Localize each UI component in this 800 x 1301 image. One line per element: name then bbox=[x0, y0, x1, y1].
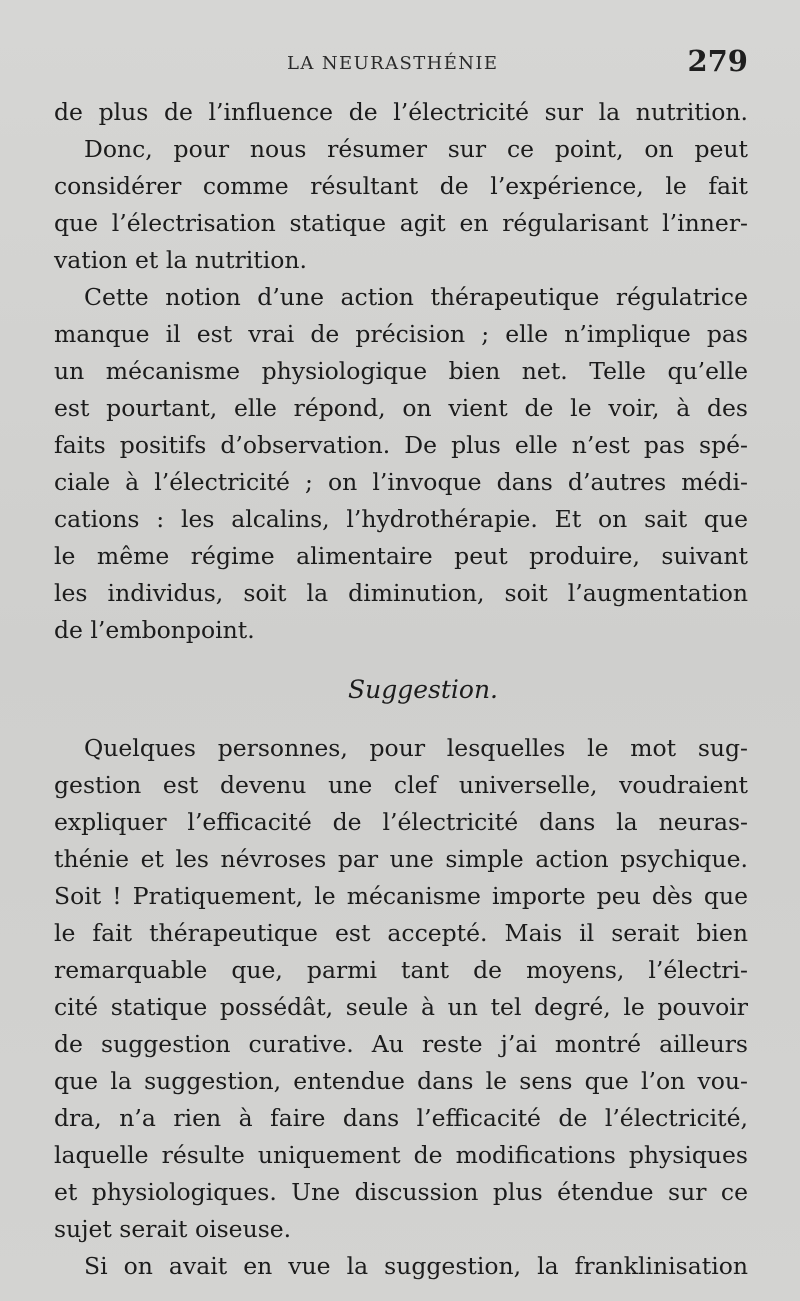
text-line: le fait thérapeutique est accepté. Mais il serait bien bbox=[54, 919, 748, 947]
body-text bbox=[54, 94, 748, 1285]
text-line: de plus de l’influence de l’électricité sur la nutrition. bbox=[54, 98, 748, 126]
text-line: que l’électrisation statique agit en régularisant l’inner- bbox=[54, 209, 748, 237]
paragraph-franklinisation bbox=[54, 1248, 748, 1285]
text-line: les individus, soit la diminution, soit l’augmentation bbox=[54, 579, 748, 607]
text-line: et physiologiques. Une discussion plus étendue sur ce bbox=[54, 1178, 748, 1206]
page-header bbox=[50, 44, 748, 84]
text-line: considérer comme résultant de l’expérience, le fait bbox=[54, 172, 748, 200]
text-line: de suggestion curative. Au reste j’ai montré ailleurs bbox=[54, 1030, 748, 1058]
text-line: thénie et les névroses par une simple action psychique. bbox=[54, 845, 748, 873]
text-line: est pourtant, elle répond, on vient de le voir, à des bbox=[54, 394, 748, 422]
text-line: cité statique possédât, seule à un tel degré, le pouvoir bbox=[54, 993, 748, 1021]
text-line: faits positifs d’observation. De plus elle n’est pas spé- bbox=[54, 431, 748, 459]
text-line: un mécanisme physiologique bien net. Telle qu’elle bbox=[54, 357, 748, 385]
paragraph-continuation bbox=[54, 94, 748, 131]
text-line: Cette notion d’une action thérapeutique régulatrice bbox=[84, 283, 748, 311]
section-heading: Suggestion. bbox=[348, 675, 498, 704]
text-line: Quelques personnes, pour lesquelles le mot sug- bbox=[84, 734, 748, 762]
text-line: remarquable que, parmi tant de moyens, l’électri- bbox=[54, 956, 748, 984]
text-line: cations : les alcalins, l’hydrothérapie. Et on sait que bbox=[54, 505, 748, 533]
text-line: gestion est devenu une clef universelle, voudraient bbox=[54, 771, 748, 799]
text-line: Si on avait en vue la suggestion, la franklinisation bbox=[84, 1252, 748, 1280]
text-line: dra, n’a rien à faire dans l’efficacité de l’électricité, bbox=[54, 1104, 748, 1132]
text-line: ciale à l’électricité ; on l’invoque dans d’autres médi- bbox=[54, 468, 748, 496]
text-line: sujet serait oiseuse. bbox=[54, 1215, 292, 1243]
text-line: vation et la nutrition. bbox=[54, 246, 307, 274]
text-line: le même régime alimentaire peut produire, suivant bbox=[54, 542, 748, 570]
text-line: manque il est vrai de précision ; elle n’implique pas bbox=[54, 320, 748, 348]
text-line: de l’embonpoint. bbox=[54, 616, 255, 644]
paragraph-summary bbox=[54, 131, 748, 279]
text-line: laquelle résulte uniquement de modifications physiques bbox=[54, 1141, 748, 1169]
paragraph-suggestion bbox=[54, 730, 748, 1248]
text-line: expliquer l’efficacité de l’électricité dans la neuras- bbox=[54, 808, 748, 836]
text-line: que la suggestion, entendue dans le sens que l’on vou- bbox=[54, 1067, 748, 1095]
page-number: 279 bbox=[687, 44, 748, 78]
paragraph-notion bbox=[54, 279, 748, 649]
text-line: Soit ! Pratiquement, le mécanisme importe peu dès que bbox=[54, 882, 748, 910]
text-line: Donc, pour nous résumer sur ce point, on peut bbox=[84, 135, 748, 163]
running-title: LA NEURASTHÉNIE bbox=[287, 53, 499, 74]
